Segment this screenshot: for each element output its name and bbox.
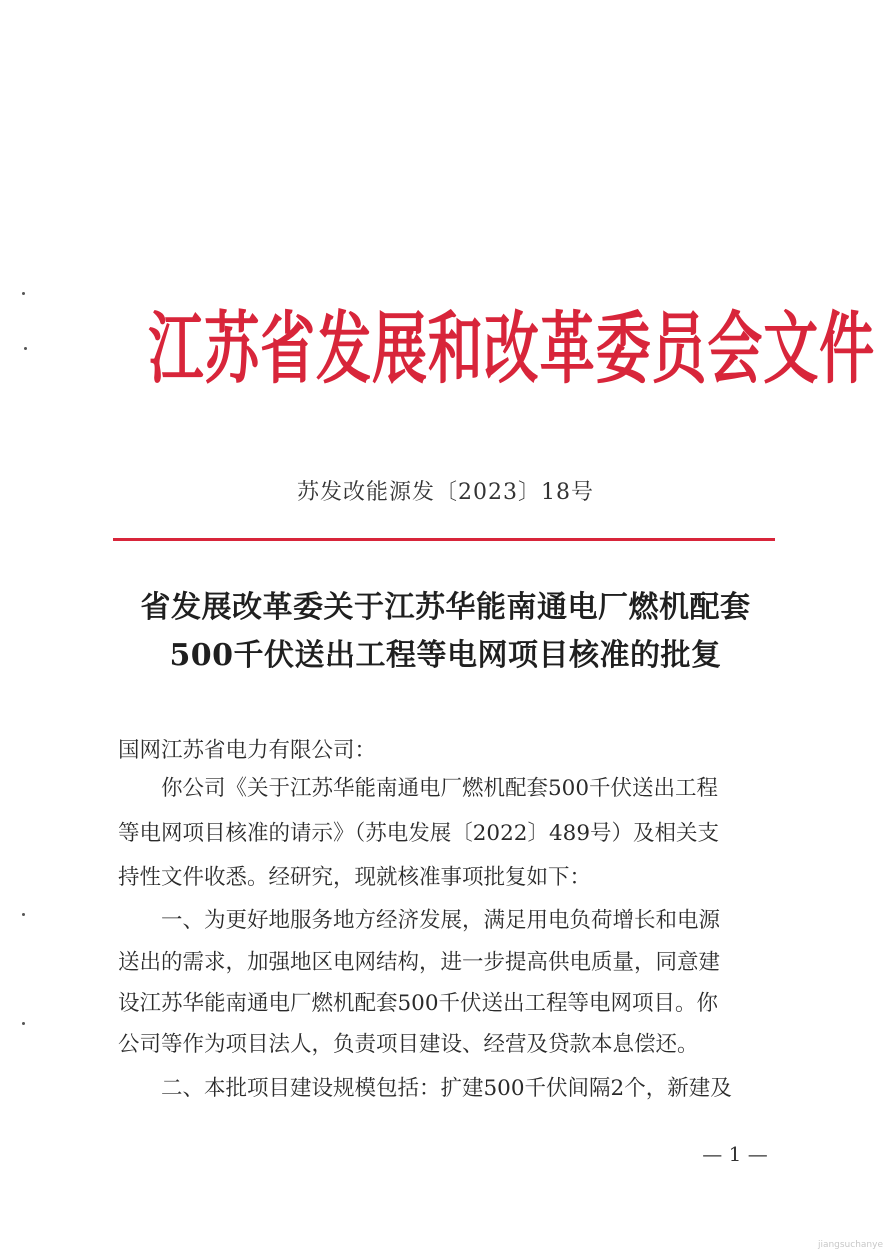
addressee: 国网江苏省电力有限公司： bbox=[118, 738, 377, 763]
scan-speck bbox=[24, 347, 27, 350]
body-line: 等电网项目核准的请示》（苏电发展〔2022〕489号）及相关支 bbox=[118, 821, 720, 846]
body-line: 持性文件收悉。经研究，现就核准事项批复如下： bbox=[118, 865, 592, 890]
watermark-text: jiangsuchanye bbox=[817, 1240, 883, 1250]
document-number: 苏发改能源发〔2023〕18号 bbox=[297, 480, 594, 505]
scan-speck bbox=[22, 1022, 25, 1025]
body-line: 二、本批项目建设规模包括：扩建500千伏间隔2个，新建及 bbox=[161, 1076, 732, 1101]
red-divider-line bbox=[113, 538, 775, 541]
body-line: 设江苏华能南通电厂燃机配套500千伏送出工程等电网项目。你 bbox=[118, 991, 719, 1016]
masthead-title: 江苏省发展和改革委员会文件 bbox=[148, 303, 876, 396]
scan-speck bbox=[22, 292, 25, 295]
document-title-line-2: 500千伏送出工程等电网项目核准的批复 bbox=[169, 638, 722, 673]
body-line: 公司等作为项目法人，负责项目建设、经营及贷款本息偿还。 bbox=[118, 1032, 699, 1057]
document-title-line-1: 省发展改革委关于江苏华能南通电厂燃机配套 bbox=[140, 590, 751, 625]
body-line: 一、为更好地服务地方经济发展，满足用电负荷增长和电源 bbox=[161, 908, 721, 933]
body-line: 你公司《关于江苏华能南通电厂燃机配套500千伏送出工程 bbox=[161, 776, 719, 801]
body-line: 送出的需求，加强地区电网结构，进一步提高供电质量，同意建 bbox=[118, 950, 721, 975]
scan-speck bbox=[22, 913, 25, 916]
page-number: — 1 — bbox=[702, 1142, 768, 1166]
